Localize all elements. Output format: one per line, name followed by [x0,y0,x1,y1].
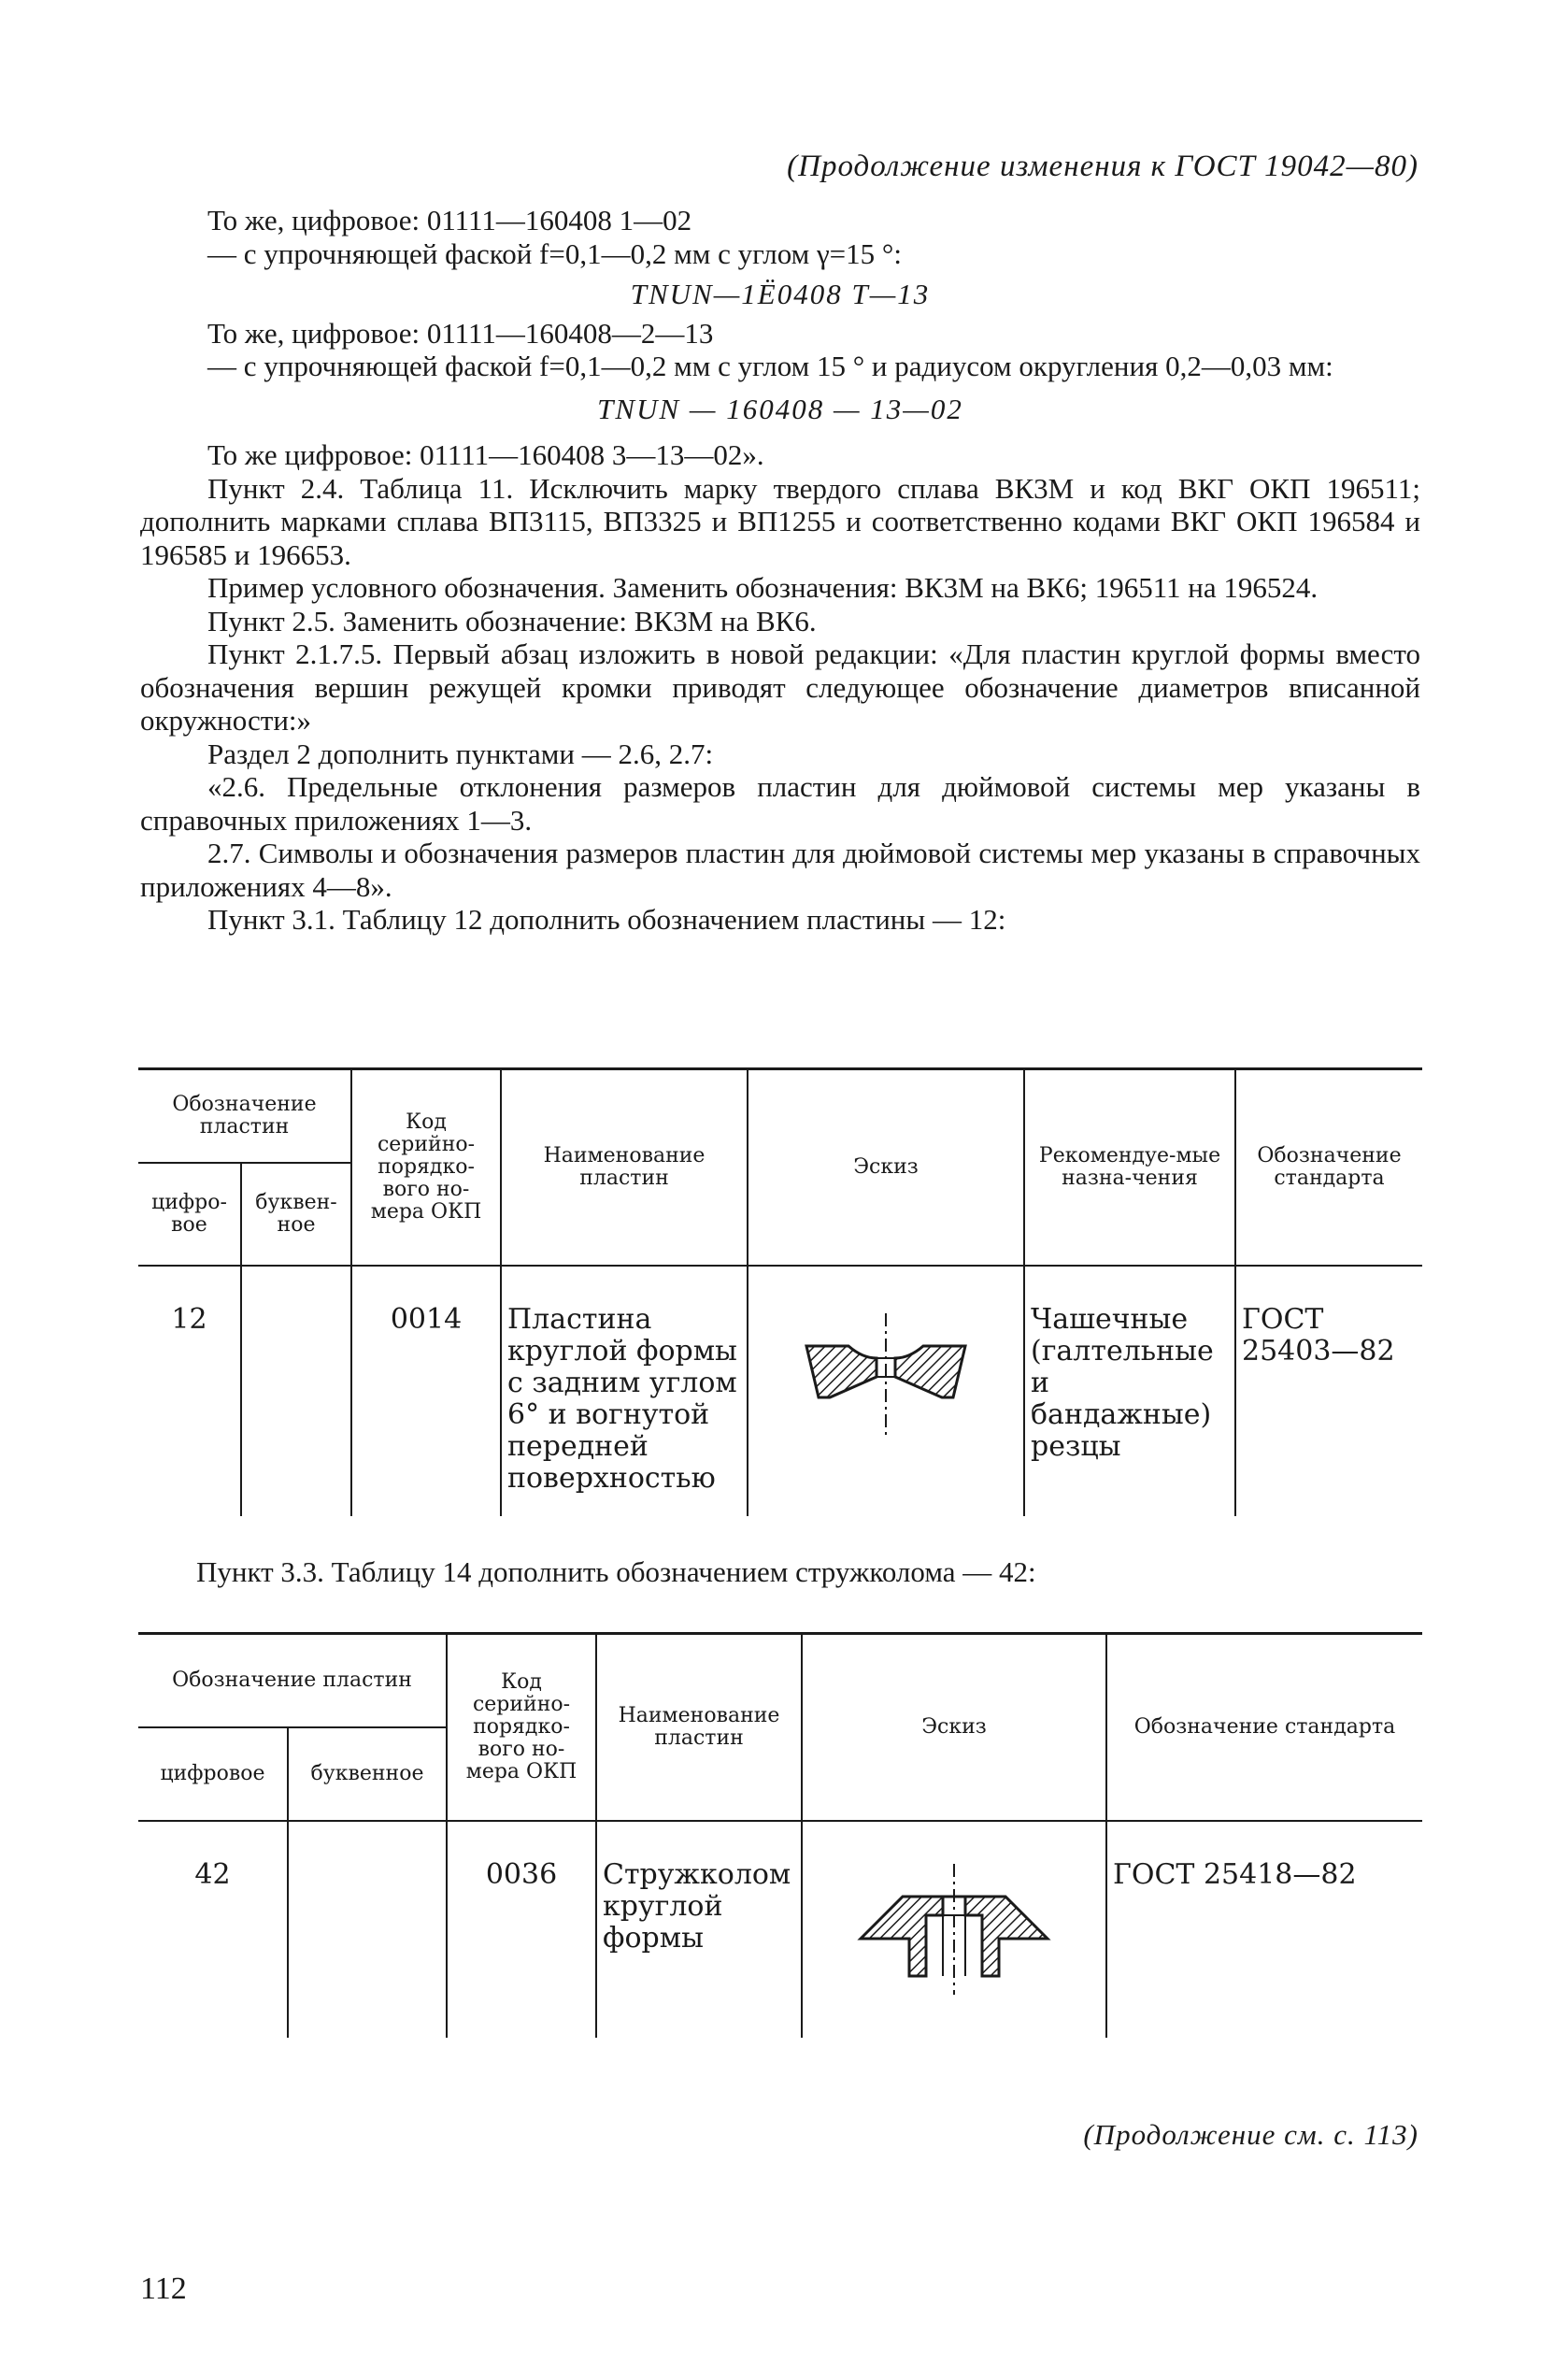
cell-digital: 12 [138,1266,241,1516]
cell-letter [241,1266,351,1516]
header-designation: Обозначение пластин [138,1634,447,1727]
header-letter: буквен-ное [241,1163,351,1266]
paragraph: «2.6. Предельные отклонения размеров пластин для дюймовой системы мер указаны в справочных приложениях 1—3. [140,770,1420,837]
page-header: (Продолжение изменения к ГОСТ 19042—80) [787,150,1418,183]
cell-sketch [802,1821,1106,2038]
cell-code: 0036 [447,1821,596,2038]
paragraph: То же, цифровое: 01111—160408 1—02 [207,204,692,236]
paragraph: Раздел 2 дополнить пунктами — 2.6, 2.7: [207,737,714,770]
header-recommended: Рекомендуе-мые назна-чения [1024,1069,1235,1266]
header-name: Наименование пластин [501,1069,748,1266]
cell-recommended: Чашечные (галтельные и бандажные) резцы [1024,1266,1235,1516]
header-standard: Обозначение стандарта [1235,1069,1422,1266]
cell-name: Стружколом круглой формы [596,1821,802,2038]
header-sketch: Эскиз [748,1069,1024,1266]
header-digital: цифро-вое [138,1163,241,1266]
plate-sketch-icon [792,1304,979,1444]
header-name: Наименование пластин [596,1634,802,1821]
paragraph: Пример условного обозначения. Заменить обозначения: ВК3М на ВК6; 196511 на 196524. [207,571,1319,604]
cell-standard: ГОСТ 25403—82 [1235,1266,1422,1516]
page-number: 112 [140,2271,187,2306]
chipbreaker-sketch-icon [842,1859,1066,1999]
paragraph: То же, цифровое: 01111—160408—2—13 [207,316,714,350]
paragraph: Пункт 2.1.7.5. Первый абзац изложить в новой редакции: «Для пластин круглой формы вместо обозначения вершин режущей кромки приводят следующее обозначение диаметров вписанной окружности:» [140,637,1420,737]
paragraph: 2.7. Символы и обозначения размеров пластин для дюймовой системы мер указаны в справочных приложениях 4—8». [140,837,1420,903]
paragraph: Пункт 3.1. Таблицу 12 дополнить обозначением пластины — 12: [207,903,1006,936]
header-sketch: Эскиз [802,1634,1106,1821]
cell-sketch [748,1266,1024,1516]
paragraph: Пункт 2.4. Таблица 11. Исключить марку твердого сплава ВК3М и код ВКГ ОКП 196511; дополнить марками сплава ВП3115, ВП3325 и ВП1255 и соответственно кодами ВКГ ОКП 196584 и 196585 и 196653. [140,471,1420,571]
cell-digital: 42 [138,1821,288,2038]
formula: TNUN — 160408 — 13—02 [597,392,963,425]
paragraph: — с упрочняющей фаской f=0,1—0,2 мм с углом 15 ° и радиусом округления 0,2—0,03 мм: [207,350,1333,382]
cell-standard: ГОСТ 25418—82 [1106,1821,1422,2038]
table-plates [138,1067,1422,1516]
paragraph: Пункт 2.5. Заменить обозначение: ВК3М на ВК6. [207,604,817,637]
cell-name: Пластина круглой формы с задним углом 6° и вогнутой передней поверхностью [501,1266,748,1516]
formula: TNUN—1Ё0408 T—13 [630,278,931,310]
header-digital: цифровое [138,1727,288,1821]
header-code: Код серийно-порядко-вого но-мера ОКП [447,1634,596,1821]
cell-code: 0014 [351,1266,501,1516]
cell-letter [288,1821,447,2038]
header-letter: буквенное [288,1727,447,1821]
header-designation: Обозначение пластин [138,1069,351,1163]
continuation-note: (Продолжение см. с. 113) [1083,2118,1418,2151]
paragraph-3-3: Пункт 3.3. Таблицу 14 дополнить обозначением стружколома — 42: [196,1555,1036,1588]
paragraph: То же цифровое: 01111—160408 3—13—02». [207,438,764,471]
paragraph: — с упрочняющей фаской f=0,1—0,2 мм с углом γ=15 °: [207,236,902,270]
body-text [140,204,1420,937]
table-chipbreaker [138,1632,1422,2038]
header-standard: Обозначение стандарта [1106,1634,1422,1821]
header-code: Код серийно-порядко-вого но-мера ОКП [351,1069,501,1266]
